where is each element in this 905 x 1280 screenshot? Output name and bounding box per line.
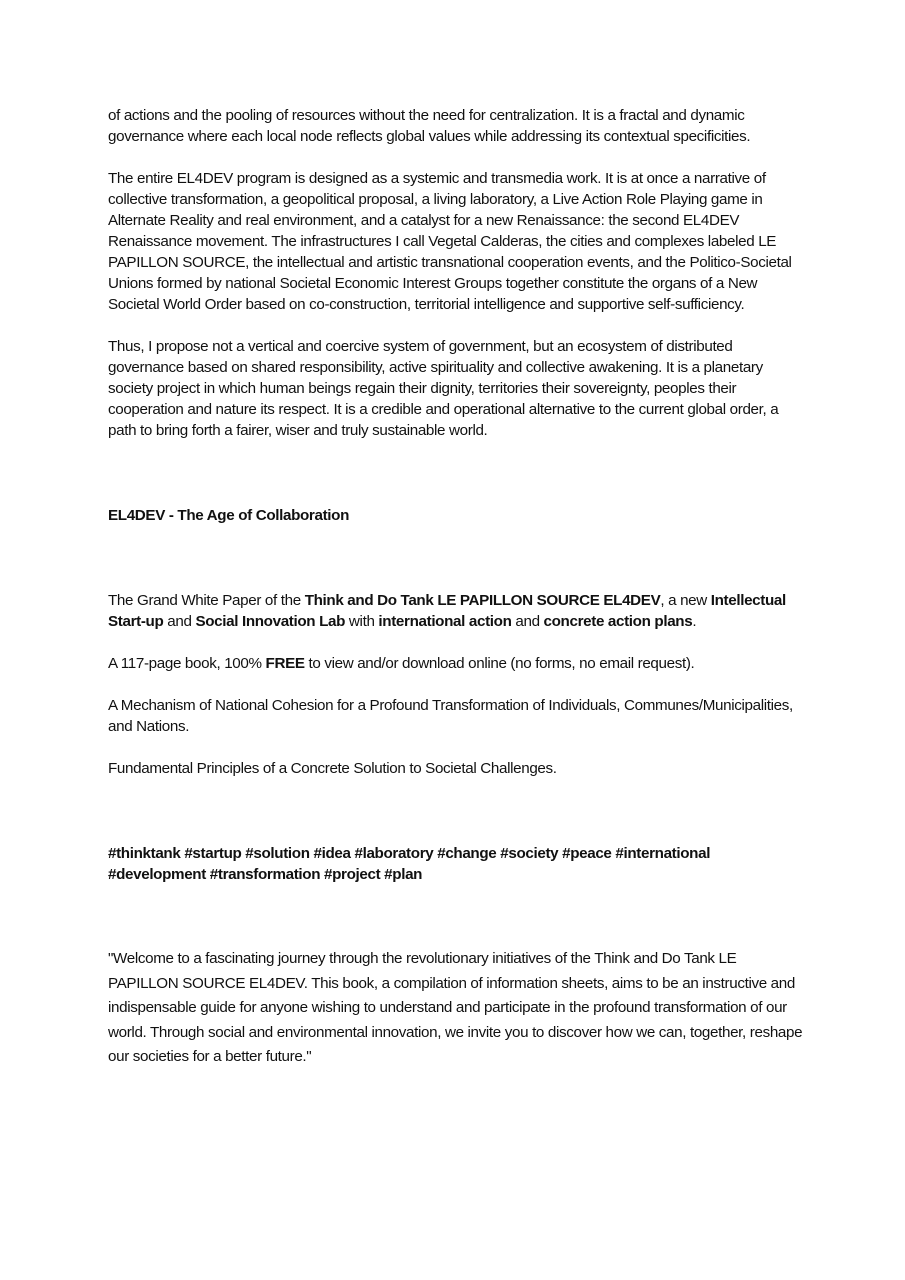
quote-paragraph: "Welcome to a fascinating journey through the revolutionary initiatives of the Think and Do Tank LE PAPILLON SOURCE EL4DEV. This book, a compilation of information sheets, aims to be an instructive and indispensable guide for anyone wishing to understand and participate in the profound transformation of our world. Through social and environmental innovation, we invite you to discover how we can, together, reshape our societies for a better future."	[108, 950, 803, 1065]
book-text-1: A 117-page book, 100%	[108, 655, 266, 672]
paragraph-program: The entire EL4DEV program is designed as a systemic and transmedia work. It is at once a narrative of collective transformation, a geopolitical proposal, a living laboratory, a Live Action Role Playing game in Alternate Reality and real environment, and a catalyst for a new Renaissance: the second EL4DEV Renaissance movement. The infrastructures I call Vegetal Calderas, the cities and complexes labeled LE PAPILLON SOURCE, the intellectual and artistic transnational cooperation events, and the Politico-Societal Unions formed by national Societal Economic Interest Groups together constitute the organs of a New Societal World Order based on co-construction, territorial intelligence and supportive self-sufficiency.	[108, 170, 792, 313]
intro-bold-lab: Social Innovation Lab	[195, 613, 346, 630]
book-text-2: to view and/or download online (no forms, no email request).	[304, 655, 695, 672]
intro-text-5: and	[511, 613, 544, 630]
paragraph-proposal: Thus, I propose not a vertical and coercive system of government, but an ecosystem of distributed governance based on shared responsibility, active spirituality and collective awakening. It is a planetary society project in which human beings regain their dignity, territories their sovereignty, peoples their cooperation and nature its respect. It is a credible and operational alternative to the current global order, a path to bring forth a fairer, wiser and truly sustainable world.	[108, 338, 779, 439]
paragraph-white-paper	[108, 590, 808, 632]
intro-bold-international: international action	[378, 613, 512, 630]
document-page	[108, 105, 808, 1070]
intro-bold-think-tank: Think and Do Tank LE PAPILLON SOURCE EL4DEV	[304, 592, 661, 609]
intro-bold-plans: concrete action plans	[543, 613, 693, 630]
paragraph-governance: of actions and the pooling of resources without the need for centralization. It is a fractal and dynamic governance where each local node reflects global values while addressing its contextual specificities.	[108, 107, 751, 145]
intro-text-2: , a new	[660, 592, 711, 609]
intro-text-4: with	[345, 613, 379, 630]
intro-text-3: and	[163, 613, 196, 630]
book-bold-free: FREE	[265, 655, 305, 672]
section-heading: EL4DEV - The Age of Collaboration	[108, 507, 350, 524]
hashtags: #thinktank #startup #solution #idea #laboratory #change #society #peace #international #development #transformation #project #plan	[108, 845, 711, 883]
paragraph-book	[108, 653, 808, 674]
paragraph-principles: Fundamental Principles of a Concrete Solution to Societal Challenges.	[108, 760, 557, 777]
intro-bold-startup: Intellectual Start-up	[108, 592, 786, 630]
intro-text-6: .	[692, 613, 697, 630]
intro-text-1: The Grand White Paper of the	[108, 592, 305, 609]
paragraph-mechanism: A Mechanism of National Cohesion for a Profound Transformation of Individuals, Communes/Municipalities, and Nations.	[108, 697, 793, 735]
